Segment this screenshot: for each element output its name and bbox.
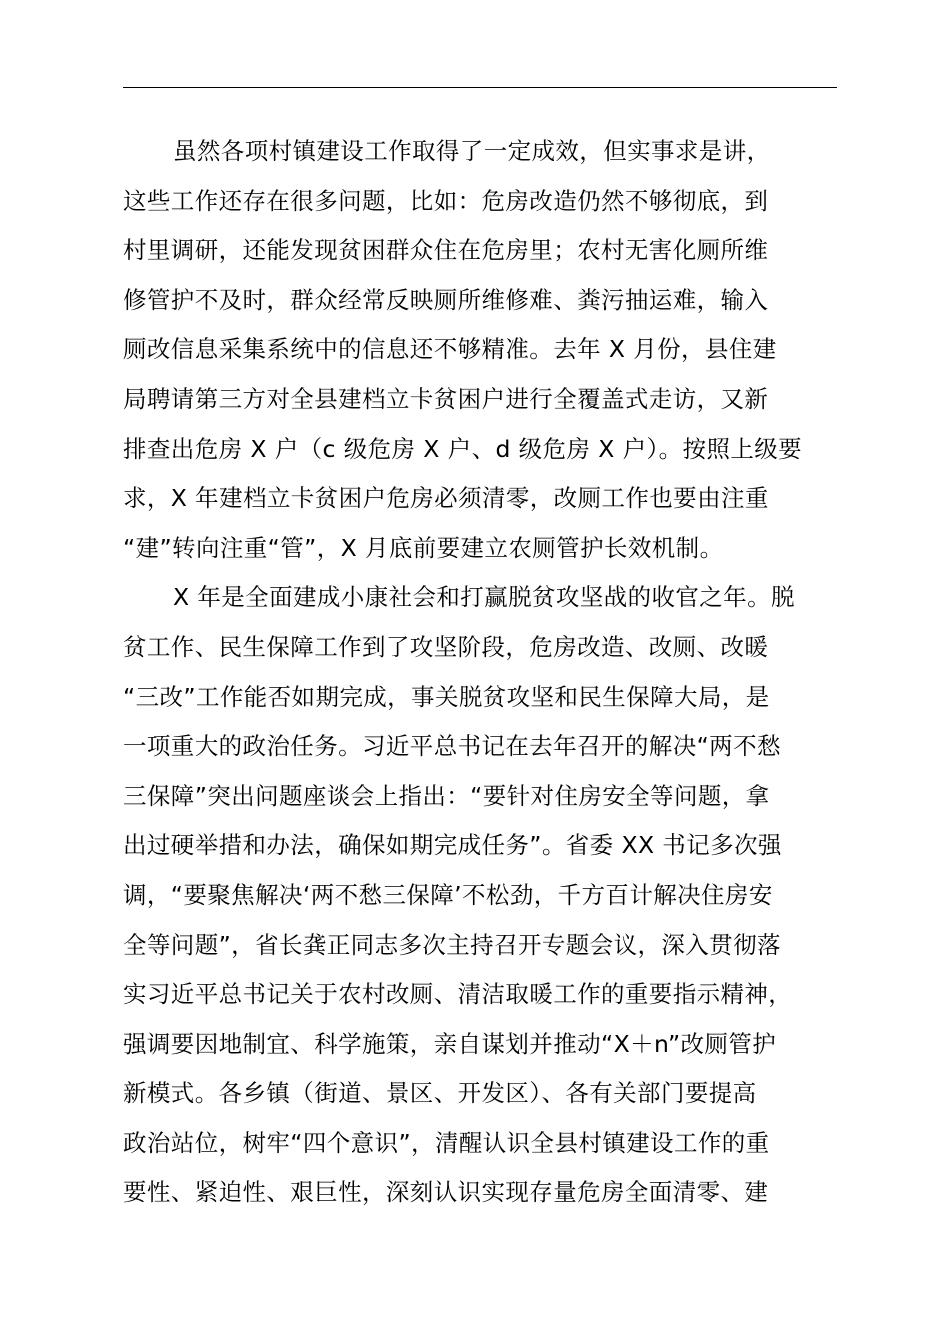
text-line: 新模式。各乡镇（街道、景区、开发区）、各有关部门要提高 [123, 1079, 757, 1108]
text-line: 修管护不及时，群众经常反映厕所维修难、粪污抽运难，输入 [123, 285, 769, 314]
text-line: 局聘请第三方对全县建档立卡贫困户进行全覆盖式走访，又新 [123, 384, 769, 413]
text-line: 政治站位，树牢“四个意识”，清醒认识全县村镇建设工作的重 [123, 1128, 770, 1157]
text-line: 三保障”突出问题座谈会上指出：“要针对住房安全等问题，拿 [123, 781, 770, 810]
text-line: “建”转向注重“管”，X 月底前要建立农厕管护长效机制。 [123, 533, 724, 562]
text-line: 厕改信息采集系统中的信息还不够精准。去年 X 月份，县住建 [123, 335, 777, 364]
paragraph-2 [123, 573, 863, 1218]
text-line: 这些工作还存在很多问题，比如：危房改造仍然不够彻底，到 [123, 186, 769, 215]
text-line: 贫工作、民生保障工作到了攻坚阶段，危房改造、改厕、改暖 [123, 632, 769, 661]
text-line: 求，X 年建档立卡贫困户危房必须清零，改厕工作也要由注重 [123, 484, 769, 513]
text-line: X 年是全面建成小康社会和打赢脱贫攻坚战的收官之年。脱 [173, 583, 795, 612]
header-rule [123, 87, 837, 88]
text-line: 全等问题”，省长龚正同志多次主持召开专题会议，深入贯彻落 [123, 930, 781, 959]
document-body [123, 127, 863, 1218]
text-line: 出过硬举措和办法，确保如期完成任务”。省委 XX 书记多次强 [123, 831, 782, 860]
text-line: 要性、紧迫性、艰巨性，深刻认识实现存量危房全面清零、建 [123, 1178, 769, 1207]
text-line: 强调要因地制宜、科学施策，亲自谋划并推动“X＋n”改厕管护 [123, 1029, 777, 1058]
text-line: 排查出危房 X 户（c 级危房 X 户、d 级危房 X 户）。按照上级要 [123, 434, 803, 463]
text-line: 虽然各项村镇建设工作取得了一定成效，但实事求是讲， [173, 137, 771, 165]
text-line: “三改”工作能否如期完成，事关脱贫攻坚和民生保障大局，是 [123, 682, 770, 711]
text-line: 实习近平总书记关于农村改厕、清洁取暖工作的重要指示精神， [123, 980, 793, 1009]
paragraph-1 [123, 127, 863, 573]
text-line: 调，“要聚焦解决‘两不愁三保障’不松劲，千方百计解决住房安 [123, 880, 773, 909]
text-line: 一项重大的政治任务。习近平总书记在去年召开的解决“两不愁 [123, 732, 781, 761]
text-line: 村里调研，还能发现贫困群众住在危房里；农村无害化厕所维 [123, 236, 769, 265]
